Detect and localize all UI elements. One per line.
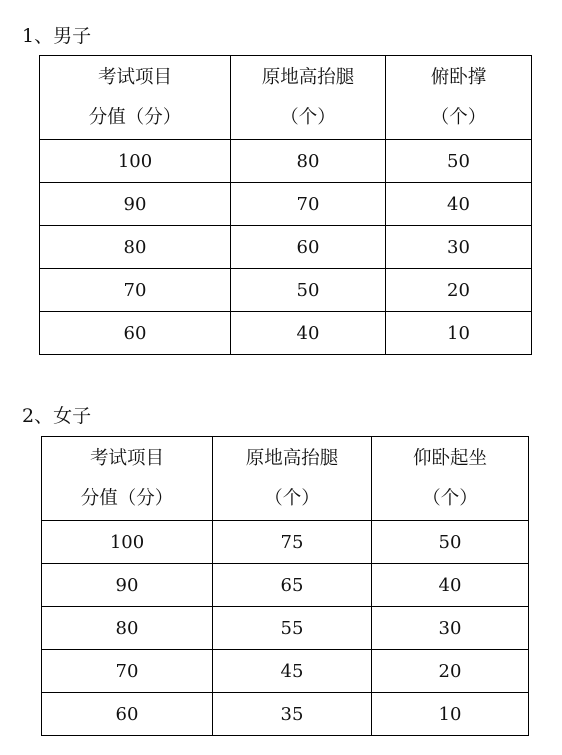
- header-unit: （个）: [280, 106, 336, 128]
- header-label: 考试项目: [97, 66, 172, 88]
- table-cell: 50: [231, 269, 386, 312]
- table-cell: 10: [386, 312, 532, 355]
- header-label: 考试项目: [89, 447, 164, 469]
- header-cell-push-ups: [386, 56, 532, 140]
- table-row: [40, 269, 532, 312]
- table-cell: 50: [386, 140, 532, 183]
- section-title-women: 2、女子: [22, 405, 92, 427]
- table-cell: 70: [231, 183, 386, 226]
- header-unit: （个）: [430, 106, 487, 128]
- header-cell-item-score: [42, 437, 213, 521]
- header-unit: 分值（分）: [80, 487, 174, 509]
- table-cell: 50: [372, 521, 529, 564]
- table-header-row: [40, 56, 532, 140]
- header-label: 仰卧起坐: [412, 447, 487, 469]
- table-cell: 100: [40, 140, 231, 183]
- table-cell: 20: [372, 650, 529, 693]
- table-cell: 45: [213, 650, 372, 693]
- table-row: [40, 183, 532, 226]
- table-row: [42, 521, 529, 564]
- section-title-men: 1、男子: [22, 25, 92, 47]
- table-cell: 20: [386, 269, 532, 312]
- table-cell: 100: [42, 521, 213, 564]
- table-row: [40, 226, 532, 269]
- table-cell: 70: [42, 650, 213, 693]
- table-cell: 60: [42, 693, 213, 736]
- table-cell: 75: [213, 521, 372, 564]
- table-row: [42, 564, 529, 607]
- table-cell: 10: [372, 693, 529, 736]
- table-cell: 55: [213, 607, 372, 650]
- table-cell: 80: [231, 140, 386, 183]
- score-table-men: [39, 55, 532, 355]
- header-cell-high-knees: [213, 437, 372, 521]
- table-cell: 60: [40, 312, 231, 355]
- header-cell-high-knees: [231, 56, 386, 140]
- header-unit: （个）: [422, 487, 478, 509]
- score-table-women: [41, 436, 529, 736]
- table-cell: 70: [40, 269, 231, 312]
- table-cell: 40: [231, 312, 386, 355]
- header-unit: 分值（分）: [88, 106, 182, 128]
- header-label: 原地高抬腿: [261, 66, 355, 88]
- table-cell: 80: [40, 226, 231, 269]
- table-row: [40, 140, 532, 183]
- table-cell: 65: [213, 564, 372, 607]
- table-cell: 35: [213, 693, 372, 736]
- table-cell: 30: [372, 607, 529, 650]
- header-cell-sit-ups: [372, 437, 529, 521]
- table-cell: 30: [386, 226, 532, 269]
- header-label: 原地高抬腿: [245, 447, 339, 469]
- table-row: [42, 607, 529, 650]
- table-cell: 40: [372, 564, 529, 607]
- table-header-row: [42, 437, 529, 521]
- table-cell: 90: [40, 183, 231, 226]
- table-row: [42, 650, 529, 693]
- header-unit: （个）: [264, 487, 320, 509]
- header-cell-item-score: [40, 56, 231, 140]
- table-cell: 80: [42, 607, 213, 650]
- table-cell: 90: [42, 564, 213, 607]
- table-cell: 60: [231, 226, 386, 269]
- table-cell: 40: [386, 183, 532, 226]
- table-row: [42, 693, 529, 736]
- table-row: [40, 312, 532, 355]
- header-label: 俯卧撑: [430, 66, 487, 88]
